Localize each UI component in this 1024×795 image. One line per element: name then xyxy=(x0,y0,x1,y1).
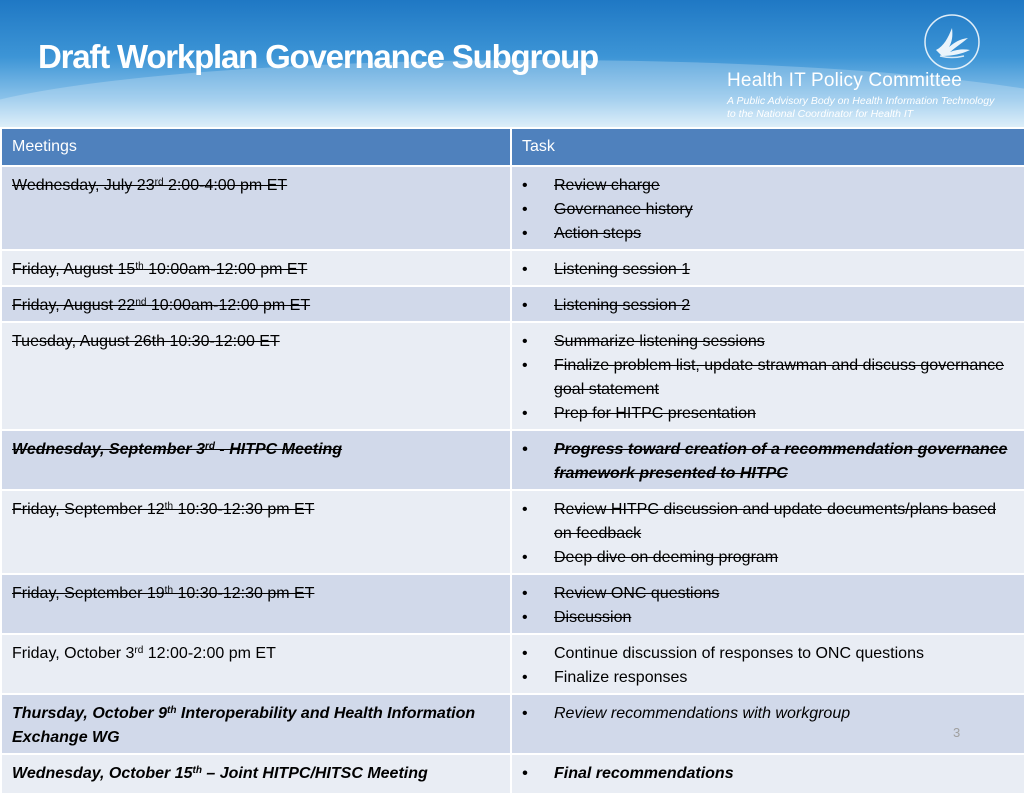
meeting-time: 10:00am-12:00 pm ET xyxy=(143,261,308,278)
task-cell xyxy=(511,166,1024,250)
task-cell xyxy=(511,694,1024,754)
task-item xyxy=(522,294,1014,318)
bullet-icon: • xyxy=(522,585,528,602)
slide-title: Draft Workplan Governance Subgroup xyxy=(38,38,598,75)
meeting-text: Friday, September 19 xyxy=(12,585,165,602)
meeting-cell xyxy=(1,286,511,322)
meeting-time: 10:30-12:30 pm ET xyxy=(173,585,315,602)
bullet-icon: • xyxy=(522,177,528,194)
meeting-time: 2:00-4:00 pm ET xyxy=(163,177,288,194)
meeting-time: - HITPC Meeting xyxy=(214,441,343,458)
task-item xyxy=(522,354,1014,402)
table-row xyxy=(1,250,1024,286)
bullet-icon: • xyxy=(522,609,528,626)
table-row xyxy=(1,490,1024,574)
meeting-text: Wednesday, September 3 xyxy=(12,441,205,458)
meeting-time: – Joint HITPC/HITSC Meeting xyxy=(201,765,428,782)
bullet-icon: • xyxy=(522,297,528,314)
task-text: Review ONC questions xyxy=(554,585,720,602)
task-cell xyxy=(511,430,1024,490)
meeting-time: 10:30-12:30 pm ET xyxy=(173,501,315,518)
task-text: Deep dive on deeming program xyxy=(554,549,779,566)
bullet-icon: • xyxy=(522,333,528,350)
task-text: Listening session 1 xyxy=(554,261,691,278)
meeting-cell xyxy=(1,574,511,634)
task-cell xyxy=(511,634,1024,694)
task-item xyxy=(522,762,1014,786)
meeting-ordinal: rd xyxy=(134,645,144,656)
table-header-row xyxy=(1,128,1024,166)
meeting-date xyxy=(12,261,307,278)
task-text: Review HITPC discussion and update documents/plans based on feedback xyxy=(554,501,997,542)
meeting-date xyxy=(12,585,314,602)
meeting-time: 12:00-2:00 pm ET xyxy=(143,645,276,662)
meeting-time: Interoperability and Health Information Exchange WG xyxy=(12,705,476,746)
meeting-cell xyxy=(1,754,511,794)
task-cell xyxy=(511,250,1024,286)
task-item xyxy=(522,498,1014,546)
bullet-icon: • xyxy=(522,357,528,374)
meeting-ordinal: th xyxy=(164,501,174,512)
meeting-ordinal: rd xyxy=(154,177,164,188)
meeting-text: Friday, September 12 xyxy=(12,501,165,518)
task-item xyxy=(522,174,1014,198)
meeting-cell xyxy=(1,430,511,490)
task-text: Discussion xyxy=(554,609,632,626)
task-item xyxy=(522,438,1014,486)
logo-subtitle-line-1: A Public Advisory Body on Health Information Technology xyxy=(727,95,995,107)
bullet-icon: • xyxy=(522,765,528,782)
task-text: Prep for HITPC presentation xyxy=(554,405,756,422)
meeting-cell xyxy=(1,322,511,430)
task-text: Finalize responses xyxy=(554,669,688,686)
table-row xyxy=(1,694,1024,754)
meeting-date xyxy=(12,705,475,746)
meeting-ordinal: th xyxy=(164,585,174,596)
table-row xyxy=(1,634,1024,694)
bullet-icon: • xyxy=(522,225,528,242)
bullet-icon: • xyxy=(522,441,528,458)
task-text: Action steps xyxy=(554,225,642,242)
task-text: Governance history xyxy=(554,201,693,218)
task-item xyxy=(522,222,1014,246)
table-row xyxy=(1,286,1024,322)
meeting-text: Wednesday, October 15 xyxy=(12,765,193,782)
bullet-icon: • xyxy=(522,501,528,518)
task-item xyxy=(522,582,1014,606)
task-text: Listening session 2 xyxy=(554,297,691,314)
meeting-date xyxy=(12,501,314,518)
bullet-icon: • xyxy=(522,645,528,662)
meeting-date xyxy=(12,645,276,662)
task-text: Continue discussion of responses to ONC questions xyxy=(554,645,924,662)
table-row xyxy=(1,322,1024,430)
task-text: Final recommendations xyxy=(554,765,734,782)
task-item xyxy=(522,642,1014,666)
task-text: Review recommendations with workgroup xyxy=(554,705,851,722)
meeting-text: Thursday, October 9 xyxy=(12,705,167,722)
meeting-ordinal: th xyxy=(167,705,177,716)
meeting-ordinal: th xyxy=(192,765,202,776)
slide-header xyxy=(0,0,1024,127)
bullet-icon: • xyxy=(522,669,528,686)
meeting-date xyxy=(12,177,287,194)
meeting-cell xyxy=(1,490,511,574)
task-item xyxy=(522,330,1014,354)
task-item xyxy=(522,702,1014,726)
task-item xyxy=(522,402,1014,426)
header-meetings: Meetings xyxy=(1,128,511,166)
meeting-text: Friday, October 3 xyxy=(12,645,135,662)
logo-subtitle-line-2: to the National Coordinator for Health IT xyxy=(727,108,914,120)
bullet-icon: • xyxy=(522,705,528,722)
meeting-ordinal: th xyxy=(135,261,144,272)
task-item xyxy=(522,606,1014,630)
meeting-text: Tuesday, August 26th 10:30-12:00 ET xyxy=(12,333,280,350)
logo-subtitle xyxy=(727,95,1017,121)
meeting-ordinal: rd xyxy=(204,441,215,452)
task-cell xyxy=(511,490,1024,574)
table-row xyxy=(1,754,1024,794)
meeting-cell xyxy=(1,250,511,286)
meeting-cell xyxy=(1,634,511,694)
logo-name: Health IT Policy Committee xyxy=(727,70,963,91)
task-item xyxy=(522,546,1014,570)
task-cell xyxy=(511,574,1024,634)
table-row xyxy=(1,574,1024,634)
meeting-ordinal: nd xyxy=(135,297,147,308)
meeting-text: Wednesday, July 23 xyxy=(12,177,155,194)
task-item xyxy=(522,258,1014,282)
task-text: Progress toward creation of a recommendation governance framework presented to HITPC xyxy=(554,441,1008,482)
task-item xyxy=(522,666,1014,690)
meeting-text: Friday, August 15 xyxy=(12,261,136,278)
meeting-date xyxy=(12,333,280,350)
table-row xyxy=(1,166,1024,250)
task-cell xyxy=(511,754,1024,794)
meeting-date xyxy=(12,297,310,314)
header-task: Task xyxy=(511,128,1024,166)
task-cell xyxy=(511,286,1024,322)
bullet-icon: • xyxy=(522,405,528,422)
task-cell xyxy=(511,322,1024,430)
meeting-time: 10:00am-12:00 pm ET xyxy=(146,297,311,314)
workplan-table xyxy=(0,127,1024,795)
bullet-icon: • xyxy=(522,261,528,278)
table-row xyxy=(1,430,1024,490)
hhs-eagle-icon xyxy=(922,12,982,72)
bullet-icon: • xyxy=(522,201,528,218)
task-text: Summarize listening sessions xyxy=(554,333,765,350)
task-text: Review charge xyxy=(554,177,660,194)
meeting-text: Friday, August 22 xyxy=(12,297,136,314)
meeting-cell xyxy=(1,166,511,250)
task-item xyxy=(522,198,1014,222)
bullet-icon: • xyxy=(522,549,528,566)
meeting-cell xyxy=(1,694,511,754)
meeting-date xyxy=(12,441,342,458)
page-number: 3 xyxy=(953,725,961,740)
task-text: Finalize problem list, update strawman and discuss governance goal statement xyxy=(554,357,1005,398)
